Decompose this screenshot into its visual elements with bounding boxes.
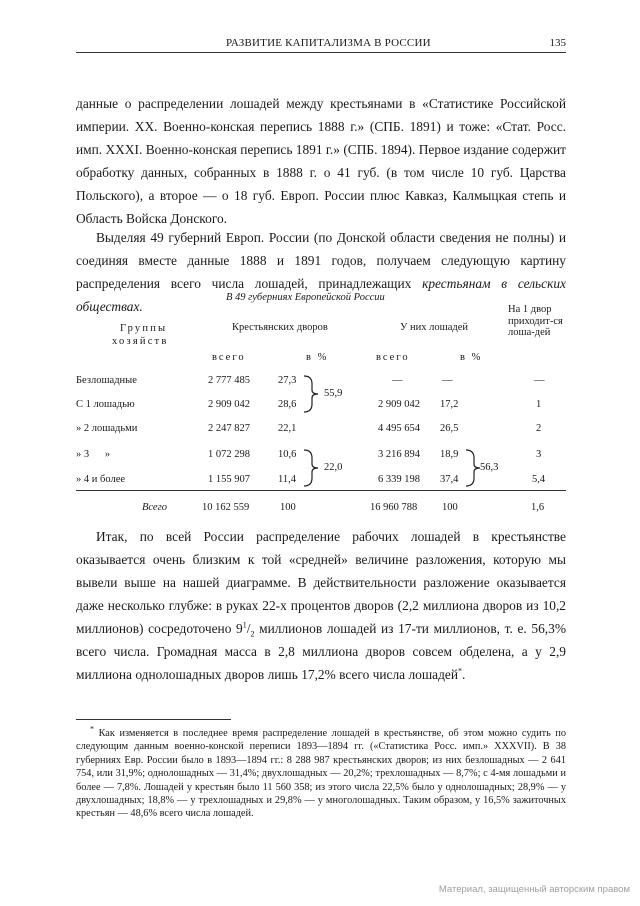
page-number: 135 [549,37,566,49]
sub-horses-pct: в % [460,352,483,363]
brace-horses-value: 56,3 [480,462,499,473]
total-horses: 16 960 788 [370,502,418,513]
row-yards-pct: 10,6 [278,449,297,460]
row-yards-pct: 22,1 [278,423,297,434]
paragraph-3-end: . [462,667,466,682]
fraction-slash: / [246,621,251,636]
row-yards: 2 777 485 [208,375,250,386]
row-yards-pct: 27,3 [278,375,297,386]
row-label: » 2 лошадьми [76,423,138,434]
row-yards: 1 072 298 [208,449,250,460]
brace-yards-top-value: 55,9 [324,388,343,399]
table-total-rule [76,490,566,491]
paragraph-2-italic: крестьянам в сельских обществах. [76,276,566,314]
row-per-yard: 5,4 [532,474,546,485]
paragraph-2-text: Выделяя 49 губерний Европ. России (по Донской области сведения не полны) и соединяя вместе данные 1888 и 1891 годов, получаем следующую картину распределения всего числа лошадей, принадлежащих [76,230,566,291]
row-horses-pct: 37,4 [440,474,459,485]
row-yards: 2 909 042 [208,399,250,410]
paragraph-1: данные о распределении лошадей между крестьянами в «Статистике Российской империи. XX. Военно-конская перепись 1888 г.» (СПБ. 1891) и тоже: «Стат. Росс. имп. XXXI. Военно-конская перепись 1891 г.» (СПБ. 1894). Первое издание содержит обработку данных, собранных в 1888 г. о 41 губ. (в том числе 10 губ. Царства Польского), а второе — о 18 губ. Европ. России плюс Кавказ, Калмыцкая степь и Область Войска Донского. [76,96,566,226]
brace-yards-bottom-value: 22,0 [324,462,343,473]
row-label: Безлошадные [76,375,137,386]
row-horses: 2 909 042 [378,399,420,410]
table-caption: В 49 губерниях Европейской России [226,292,385,303]
row-yards-pct: 11,4 [278,474,296,485]
total-label: Всего [142,502,167,513]
copyright-watermark: Материал, защищенный авторским правом [438,884,630,895]
paragraph-3-text-a: Итак, по всей России распределение рабочих лошадей в крестьянстве оказывается очень близким к той «средней» величине разложения, которую мы вывели выше на нашей диаграмме. В действительности разложение оказывается даже несколько глубже: в руках 22-х процентов дворов (2,2 миллиона дворов из 10,2 миллионов) сосредоточено 9 [76,529,566,636]
paragraph-3-text-b: миллионов лошадей из 17-ти миллионов, т. е. 56,3% всего числа. Громадная масса в 2,8 миллиона дворов совсем обделена, а у 2,9 миллиона однолошадных дворов лишь 17,2% всего числа лошадей [76,621,566,682]
row-per-yard: — [534,375,545,386]
row-yards: 2 247 827 [208,423,250,434]
row-horses-pct: — [442,375,453,386]
footnote-reference: * [458,666,462,676]
row-horses: 4 495 654 [378,423,420,434]
row-per-yard: 2 [536,423,542,434]
row-per-yard: 3 [536,449,542,460]
row-horses: 3 216 894 [378,449,420,460]
total-yards-pct: 100 [280,502,296,513]
header-rule [76,52,566,53]
fraction-numerator: 1 [242,620,247,630]
footnote-mark: * [90,724,94,734]
total-horses-pct: 100 [442,502,458,513]
footnote-rule [76,719,231,720]
row-label: » 3 » [76,449,111,460]
header-groups-1: Группы [120,323,168,334]
fraction-denominator: 2 [250,629,255,639]
row-label: С 1 лошадью [76,399,135,410]
footnote-text: Как изменяется в последнее время распределение лошадей в крестьянстве, об этом можно судить по следующим данным военно-конской переписи 1893—1894 гг. («Статистика Росс. имп.» XXXVII). В 38 губерниях Евр. России было в 1893—1894 гг.: 8 288 987 крестьянских дворов; из них безлошадных — 2 641 754, или 31,9%; однолошадных — 31,4%; двухлошадных — 20,2%; трехлошадных — 8,7%; с 4-мя лошадьми и более — 7,8%. Лошадей у крестьян было 11 560 358; из этого числа 22,5% было у однолошадных; 28,9% — у двухлошадных; 18,8% — у трехлошадных и 29,8% — у многолошадных. Таким образом, у 16,5% зажиточных крестьян — 48,6% всего числа лошадей. [76,728,566,820]
paragraph-3 [76,525,566,686]
row-yards-pct: 28,6 [278,399,297,410]
row-horses: — [392,375,403,386]
sub-horses-total: всего [376,352,410,363]
footnote [76,724,566,821]
row-horses-pct: 26,5 [440,423,459,434]
row-label: » 4 и более [76,474,126,485]
row-horses: 6 339 198 [378,474,420,485]
header-yards: Крестьянских дворов [232,322,328,333]
row-horses-pct: 17,2 [440,399,459,410]
horse-distribution-table [76,290,566,520]
brace-yards-bottom [302,448,322,488]
brace-yards-top [302,374,322,414]
header-groups-2: хозяйств [112,336,169,347]
running-title: РАЗВИТИЕ КАПИТАЛИЗМА В РОССИИ [226,37,431,49]
total-per-yard: 1,6 [531,502,545,513]
sub-yards-pct: в % [306,352,329,363]
running-head [76,35,566,53]
sub-yards-total: всего [212,352,246,363]
header-per-yard: На 1 двор приходит-ся лоша-дей [508,304,563,338]
header-horses: У них лошадей [400,322,469,333]
row-horses-pct: 18,9 [440,449,459,460]
row-yards: 1 155 907 [208,474,250,485]
total-yards: 10 162 559 [202,502,250,513]
row-per-yard: 1 [536,399,542,410]
